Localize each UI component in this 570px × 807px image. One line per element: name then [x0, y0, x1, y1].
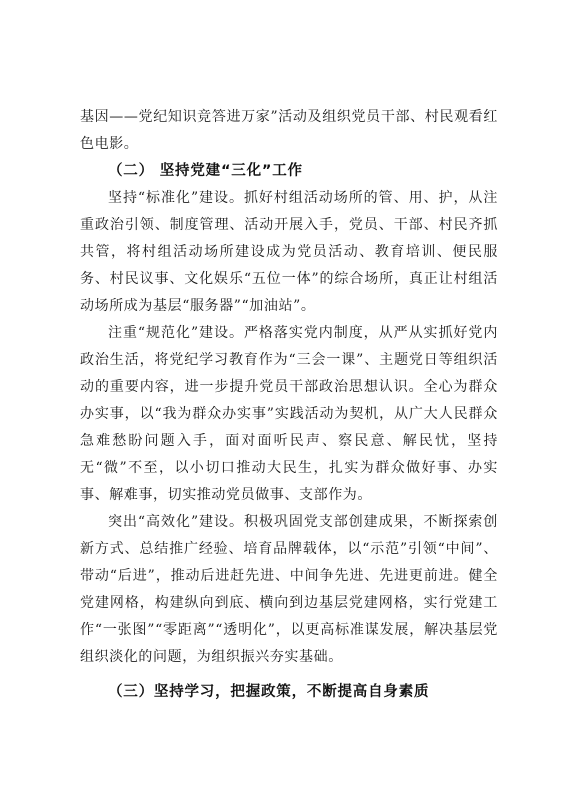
paragraph-continuation: 基因——党纪知识竞答进万家”活动及组织党员干部、村民观看红色电影。	[80, 109, 498, 152]
section-heading-2: （二） 坚持党建“三化”工作	[108, 163, 303, 179]
paragraph-standardization: 坚持“标准化”建设。抓好村组活动场所的管、用、护，从注重政治引领、制度管理、活动开展入手，党员、干部、村民齐抓共管，将村组活动场所建设成为党员活动、教育培训、便民服务、村民议事、文化娱乐“五位一体”的综合场所，真正让村组活动场所成为基层“服务器”“加油站”。	[80, 190, 498, 314]
section-heading-3: （三）坚持学习，把握政策，不断提高自身素质	[108, 684, 430, 700]
document-body	[80, 104, 498, 706]
paragraph-efficiency: 突出“高效化”建设。积极巩固党支部创建成果，不断探索创新方式、总结推广经验、培育品牌载体，以“示范”引领“中间”、带动“后进”，推动后进赶先进、中间争先进、先进更前进。健全党建网格，构建纵向到底、横向到边基层党建网格，实行党建工作“一张图”“零距离”“透明化”，以更高标准谋发展，解决基层党组织淡化的问题，为组织振兴夯实基础。	[80, 514, 498, 665]
paragraph-normalization: 注重“规范化”建设。严格落实党内制度，从严从实抓好党内政治生活，将党纪学习教育作为“三会一课”、主题党日等组织活动的重要内容，进一步提升党员干部政治思想认识。全心为群众办实事，以“我为群众办实事”实践活动为契机，从广大人民群众急难愁盼问题入手，面对面听民声、察民意、解民忧，坚持无“微”不至，以小切口推动大民生，扎实为群众做好事、办实事、解难事，切实推动党员做事、支部作为。	[80, 325, 498, 503]
